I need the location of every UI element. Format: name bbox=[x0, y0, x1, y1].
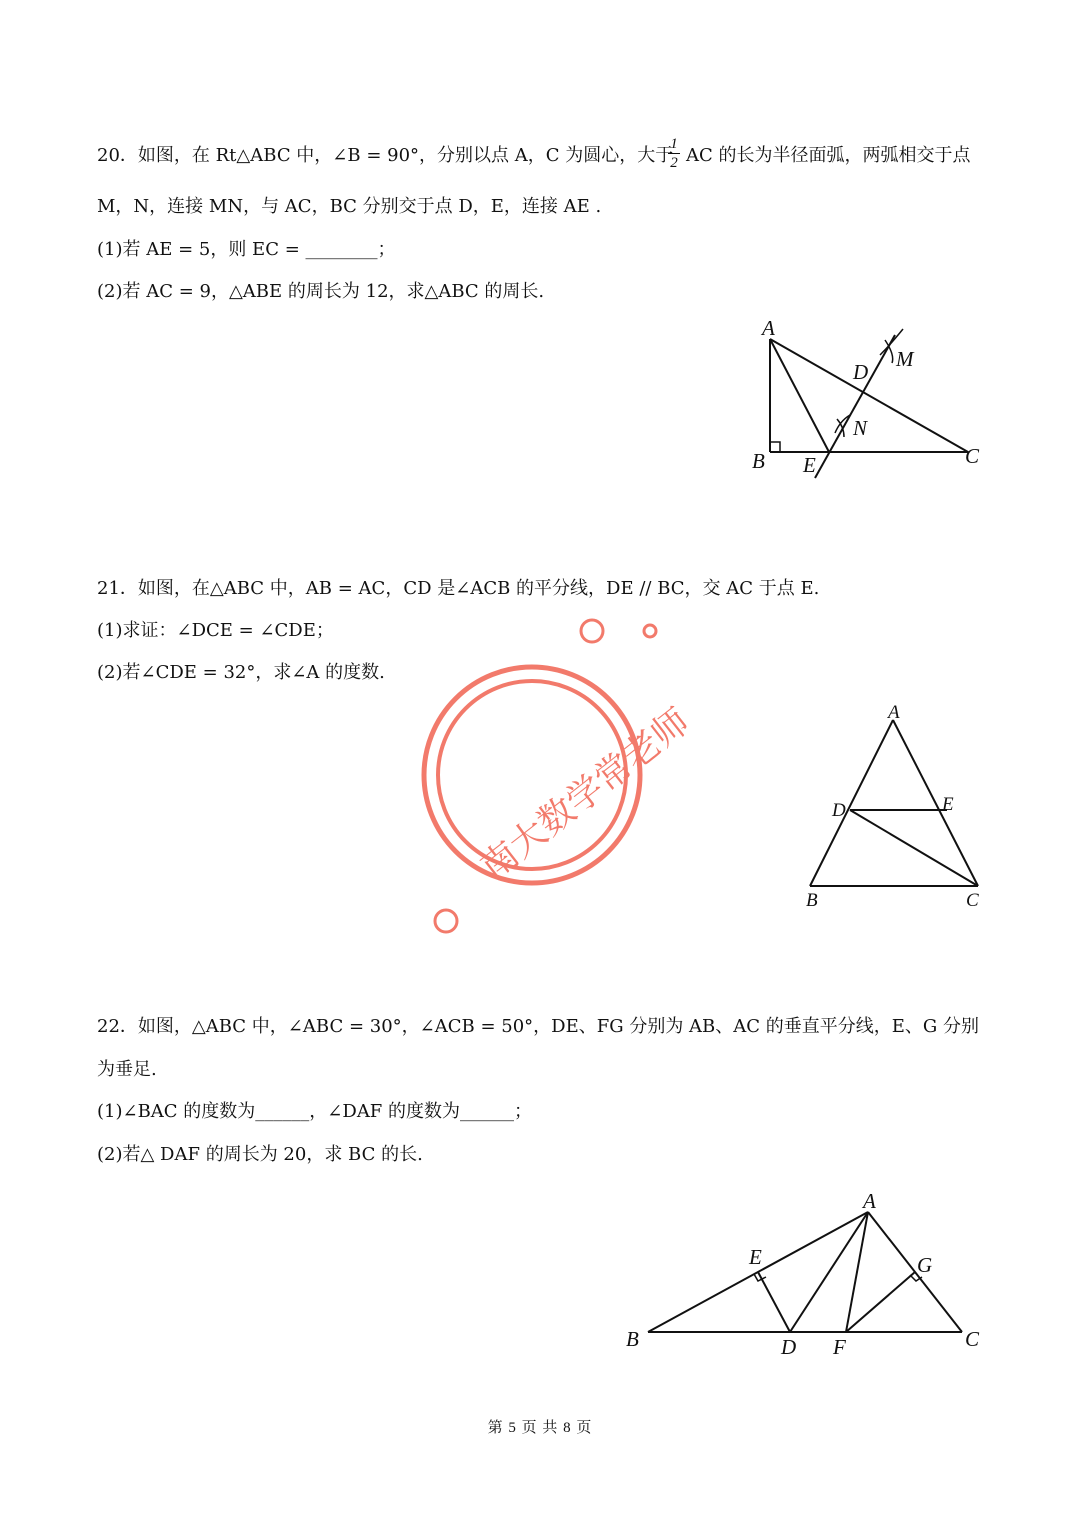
stamp-dot-3 bbox=[435, 910, 457, 932]
fraction-bar bbox=[668, 153, 680, 154]
q22-stem-line2: 为垂足. bbox=[97, 1059, 157, 1080]
q20-label-c: C bbox=[965, 444, 980, 468]
q20-label-m: M bbox=[896, 347, 914, 371]
q21-part1: (1)求证：∠DCE = ∠CDE； bbox=[97, 620, 334, 641]
q22-figure bbox=[620, 1185, 990, 1365]
q21-label-e: E bbox=[942, 794, 954, 815]
q22-label-f: F bbox=[833, 1335, 846, 1359]
q20-frac-num: 1 bbox=[670, 136, 678, 152]
q21-part2: (2)若∠CDE = 32°，求∠A 的度数. bbox=[97, 662, 385, 683]
q20-stem-line2: M，N，连接 MN，与 AC，BC 分别交于点 D，E，连接 AE . bbox=[97, 196, 602, 217]
q20-stem-line1b bbox=[686, 143, 971, 169]
q20-label-a: A bbox=[762, 316, 775, 340]
q20-label-d: D bbox=[853, 360, 869, 384]
q22-label-d: D bbox=[781, 1335, 797, 1359]
q20-stem-text-a: 20．如图，在 Rt△ABC 中，∠B = 90°，分别以点 A，C 为圆心，大于 bbox=[97, 145, 674, 166]
q20-part2: (2)若 AC = 9，△ABE 的周长为 12，求△ABC 的周长. bbox=[97, 281, 545, 302]
q22-label-e: E bbox=[749, 1245, 762, 1269]
q20-line-mn bbox=[815, 335, 895, 478]
q20-fraction bbox=[668, 136, 680, 171]
q22-label-g: G bbox=[917, 1253, 933, 1277]
q22-label-c: C bbox=[965, 1327, 980, 1351]
q22-stem-line1: 22．如图，△ABC 中，∠ABC = 30°，∠ACB = 50°，DE、FG 分别为 AB、AC 的垂直平分线，E、G 分别 bbox=[97, 1016, 979, 1037]
q21-label-d: D bbox=[832, 800, 846, 821]
q21-label-c: C bbox=[966, 890, 979, 911]
q20-label-b: B bbox=[752, 449, 765, 473]
q22-label-a: A bbox=[863, 1189, 876, 1213]
q21-label-b: B bbox=[806, 890, 818, 911]
page-footer: 第 5 页 共 8 页 bbox=[487, 1420, 593, 1436]
q21-segment-ab bbox=[810, 720, 893, 886]
q21-label-a: A bbox=[888, 702, 900, 723]
q20-label-n: N bbox=[853, 416, 868, 440]
q22-part2: (2)若△ DAF 的周长为 20，求 BC 的长. bbox=[97, 1144, 423, 1165]
q21-stem: 21．如图，在△ABC 中，AB = AC，CD 是∠ACB 的平分线，DE // BC，交 AC 于点 E. bbox=[97, 578, 820, 599]
watermark-stamp bbox=[420, 605, 698, 945]
q22-segment-de bbox=[758, 1272, 790, 1332]
q20-part1: (1)若 AE = 5，则 EC = ________； bbox=[97, 239, 396, 260]
q22-label-b: B bbox=[626, 1327, 639, 1351]
q20-stem-text-b: AC 的长为半径面弧，两弧相交于点 bbox=[686, 145, 971, 166]
stamp-dot-2 bbox=[644, 625, 656, 637]
watermark-text: 南大数学常老师 bbox=[473, 701, 698, 889]
q20-figure bbox=[740, 315, 1000, 490]
q22-part1: (1)∠BAC 的度数为______，∠DAF 的度数为______； bbox=[97, 1101, 533, 1122]
stamp-dot-1 bbox=[581, 620, 603, 642]
q20-frac-den: 2 bbox=[670, 155, 678, 171]
q21-figure bbox=[795, 700, 995, 915]
q20-right-angle-mark bbox=[770, 442, 780, 452]
q20-label-e: E bbox=[803, 453, 816, 477]
